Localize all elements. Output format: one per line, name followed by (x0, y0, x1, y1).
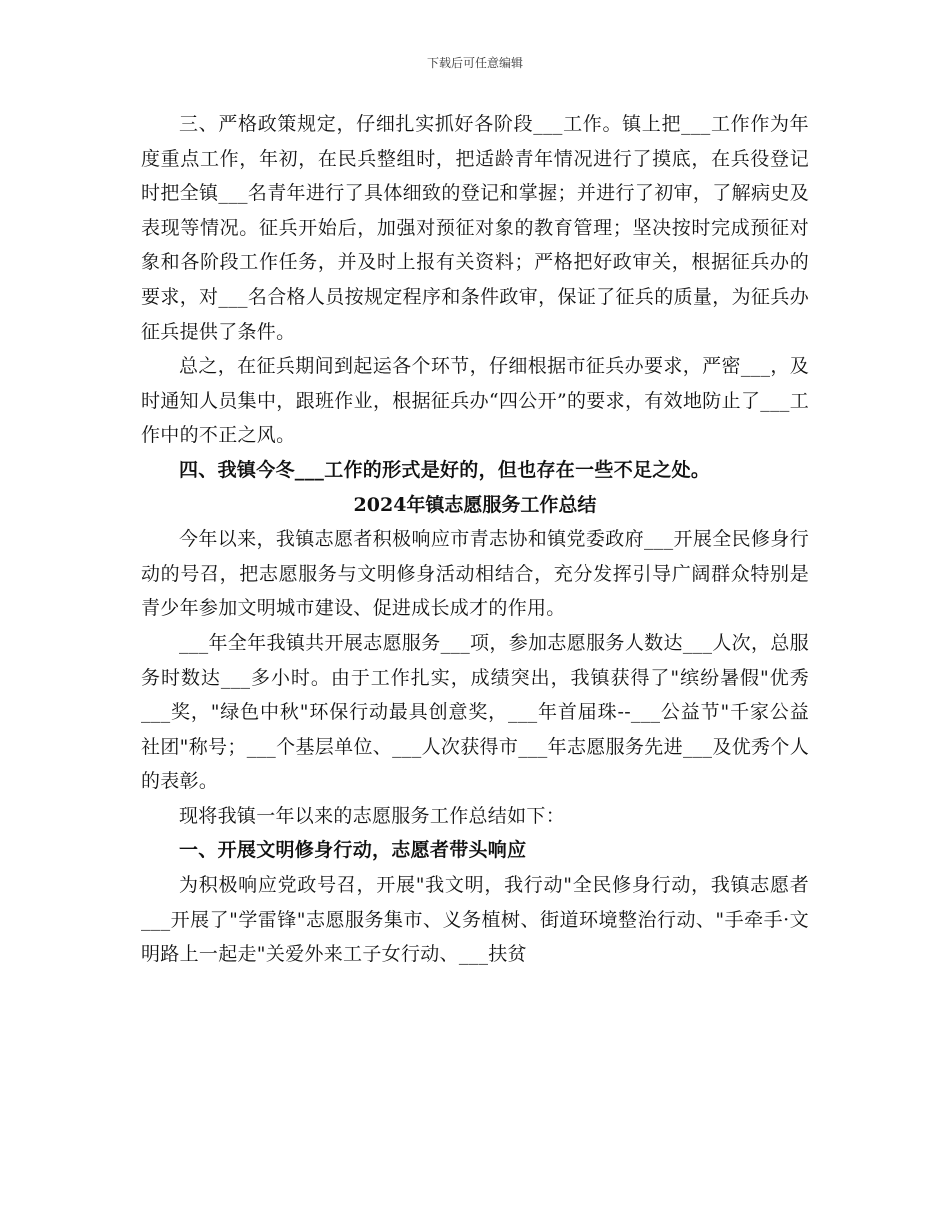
document-body (141, 107, 809, 972)
heading-shortcomings: 四、我镇今冬___工作的形式是好的，但也存在一些不足之处。 (179, 458, 711, 481)
paragraph-summary: 总之，在征兵期间到起运各个环节，仔细根据市征兵办要求，严密___，及时通知人员集中，跟班作业，根据征兵办“四公开”的要求，有效地防止了___工作中的不正之风。 (141, 355, 809, 447)
heading-section-one: 一、开展文明修身行动，志愿者带头响应 (179, 839, 527, 862)
paragraph-achievements: ___年全年我镇共开展志愿服务___项，参加志愿服务人数达___人次，总服务时数达___多小时。由于工作扎实，成绩突出，我镇获得了"缤纷暑假"优秀___奖，"绿色中秋"环保行动最具创意奖，___年首届珠--___公益节"千家公益社团"称号；___个基层单位、___人次获得市___年志愿服务先进___及优秀个人的表彰。 (141, 631, 809, 793)
paragraph-overview: 现将我镇一年以来的志愿服务工作总结如下： (179, 804, 566, 827)
document-title: 2024年镇志愿服务工作总结 (353, 493, 597, 516)
header-note: 下载后可任意编辑 (426, 56, 523, 70)
paragraph-section-one: 为积极响应党政号召，开展"我文明，我行动"全民修身行动，我镇志愿者___开展了"学雷锋"志愿服务集市、义务植树、街道环境整治行动、"手牵手·文明路上一起走"关爱外来工子女行动、___扶贫 (141, 874, 809, 966)
paragraph-policy: 三、严格政策规定，仔细扎实抓好各阶段___工作。镇上把___工作作为年度重点工作，年初，在民兵整组时，把适龄青年情况进行了摸底，在兵役登记时把全镇___名青年进行了具体细致的登记和掌握；并进行了初审，了解病史及表现等情况。征兵开始后，加强对预征对象的教育管理；坚决按时完成预征对象和各阶段工作任务，并及时上报有关资料；严格把好政审关，根据征兵办的要求，对___名合格人员按规定程序和条件政审，保证了征兵的质量，为征兵办征兵提供了条件。 (141, 113, 809, 343)
paragraph-intro: 今年以来，我镇志愿者积极响应市青志协和镇党委政府___开展全民修身行动的号召，把志愿服务与文明修身活动相结合，充分发挥引导广阔群众特别是青少年参加文明城市建设、促进成长成才的作用。 (141, 528, 809, 620)
